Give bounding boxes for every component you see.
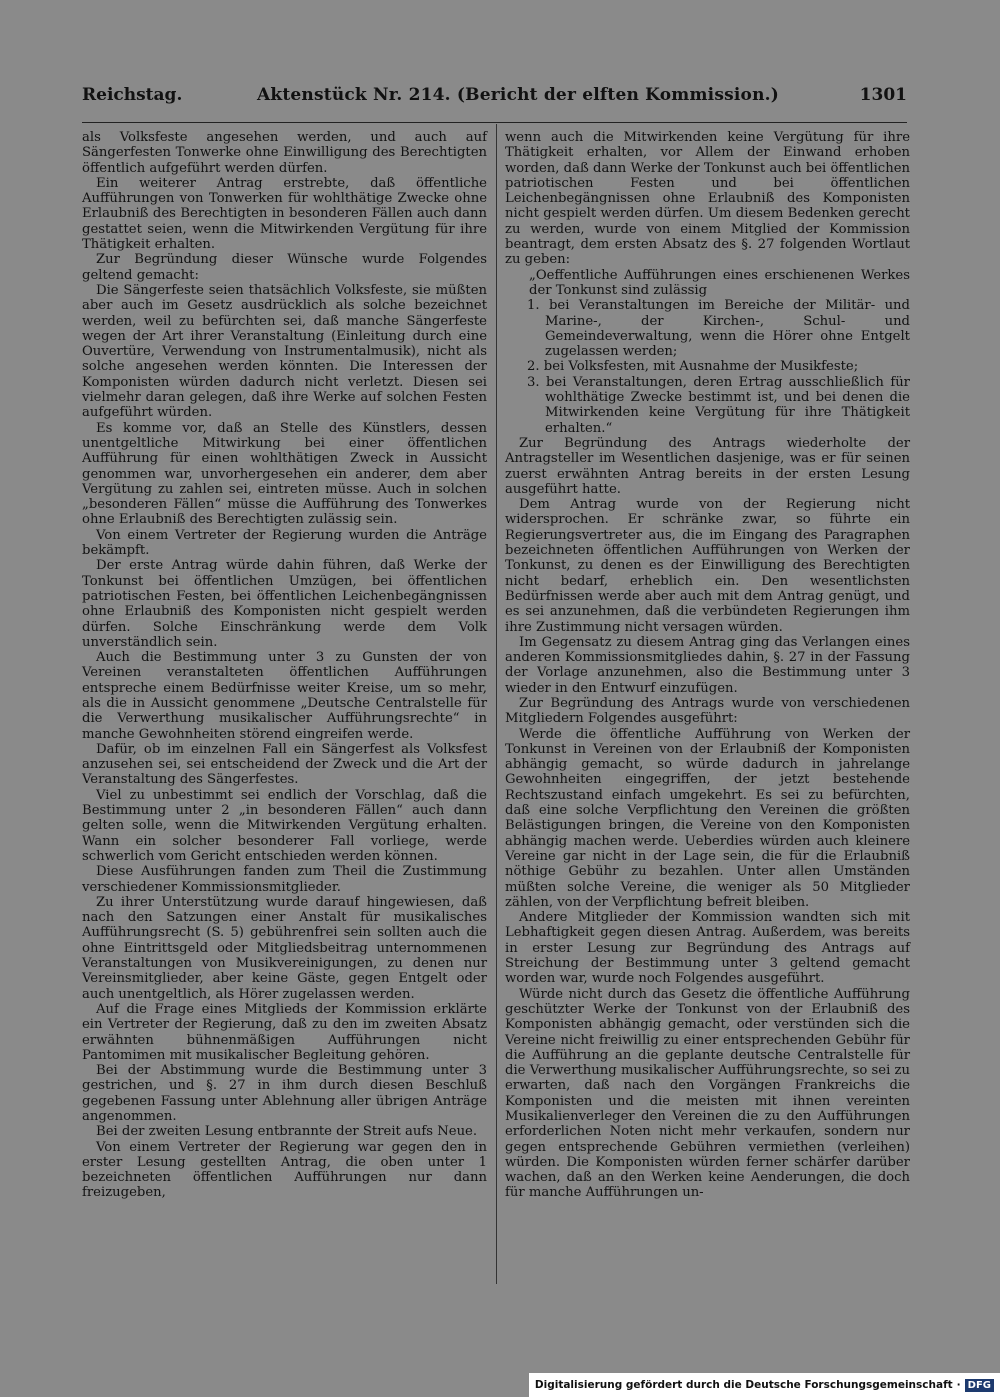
paragraph: wenn auch die Mitwirkenden keine Vergütung für ihre Thätigkeit erhalten, vor Allem der Einwand erhoben worden, daß dann Werke der Tonkunst auch bei öffentlichen patriotischen Festen und bei öffentlichen Leichenbegängnissen ohne Erlaubniß des Komponisten nicht gespielt werden dürfen. Um diesem Bedenken gerecht zu werden, wurde von einem Mitglied der Kommission beantragt, dem ersten Absatz des §. 27 folgenden Wortlaut zu geben: [505, 130, 910, 268]
paragraph: als Volksfeste angesehen werden, und auch auf Sängerfesten Tonwerke ohne Einwilligung des Berechtigten öffentlich aufgeführt werden dürfen. [82, 130, 487, 176]
right-column [505, 130, 910, 1201]
paragraph: Werde die öffentliche Aufführung von Werken der Tonkunst in Vereinen von der Erlaubniß der Komponisten abhängig gemacht, so würde dadurch in jahrelange Gewohnheiten eingegriffen, der jetzt bestehende Rechtszustand einfach umgekehrt. Es sei zu befürchten, daß eine solche Verpflichtung den Vereinen die größten Belästigungen bringen, die Vereine von den Komponisten abhängig machen werde. Ueberdies würden auch kleinere Vereine gar nicht in der Lage sein, die für die Erlaubniß nöthige Gebühr zu bezahlen. Unter allen Umständen müßten solche Vereine, die weniger als 50 Mitglieder zählen, von der Verpflichtung befreit bleiben. [505, 726, 910, 910]
paragraph: Von einem Vertreter der Regierung war gegen den in erster Lesung gestellten Antrag, die oben unter 1 bezeichneten öffentlichen Aufführungen nur dann freizugeben, [82, 1139, 487, 1201]
header-rule [82, 122, 907, 123]
paragraph: Diese Ausführungen fanden zum Theil die Zustimmung verschiedener Kommissionsmitglieder. [82, 864, 487, 895]
paragraph: Es komme vor, daß an Stelle des Künstlers, dessen unentgeltliche Mitwirkung bei einer öffentlichen Aufführung für einen wohlthätigen Zweck in Aussicht genommen war, unvorhergesehen ein anderer, dem aber Vergütung zu zahlen sei, eintreten müsse. Auch in solchen „besonderen Fällen“ müsse die Aufführung des Tonwerkes ohne Erlaubniß des Berechtigten zulässig sein. [82, 420, 487, 528]
paragraph: Viel zu unbestimmt sei endlich der Vorschlag, daß die Bestimmung unter 2 „in besonderen Fällen“ auch dann gelten solle, wenn die Mitwirkenden Vergütung erhalten. Wann ein solcher besonderer Fall vorliege, werde schwerlich vom Gericht entschieden werden können. [82, 787, 487, 864]
paragraph: Auf die Frage eines Mitglieds der Kommission erklärte ein Vertreter der Regierung, daß zu den im zweiten Absatz erwähnten bühnenmäßigen Aufführungen nicht Pantomimen mit musikalischer Begleitung gehören. [82, 1001, 487, 1063]
list-item: 1. bei Veranstaltungen im Bereiche der Militär- und Marine-, der Kirchen-, Schul- und Gemeindeverwaltung, wenn die Hörer ohne Entgelt zugelassen werden; [527, 298, 910, 360]
list-item: 2. bei Volksfesten, mit Ausnahme der Musikfeste; [527, 359, 859, 375]
paragraph: Bei der Abstimmung wurde die Bestimmung unter 3 gestrichen, und §. 27 in ihm durch diesen Beschluß gegebenen Fassung unter Ablehnung aller übrigen Anträge angenommen. [82, 1063, 487, 1124]
paragraph: Zu ihrer Unterstützung wurde darauf hingewiesen, daß nach den Satzungen einer Anstalt für musikalisches Aufführungsrecht (S. 5) gebührenfrei sein sollten auch die ohne Eintrittsgeld oder Mitgliedsbeitrag unternommenen Veranstaltungen von Musikvereinigungen, zu denen nur Vereinsmitglieder, aber keine Gäste, gegen Entgelt oder auch unentgeltlich, als Hörer zugelassen werden. [82, 894, 487, 1002]
paragraph: Zur Begründung des Antrags wurde von verschiedenen Mitgliedern Folgendes ausgeführt: [505, 695, 910, 727]
footer-text: Digitalisierung gefördert durch die Deutsche Forschungsgemeinschaft [534, 1379, 953, 1391]
left-column [82, 130, 487, 1201]
paragraph: Dafür, ob im einzelnen Fall ein Sängerfest als Volksfest anzusehen sei, sei entscheidend der Zweck und die Art der Veranstaltung des Sängerfestes. [82, 741, 487, 788]
paragraph: Zur Begründung dieser Wünsche wurde Folgendes geltend gemacht: [82, 252, 487, 283]
paragraph: Die Sängerfeste seien thatsächlich Volksfeste, sie müßten aber auch im Gesetz ausdrücklich als solche bezeichnet werden, weil zu befürchten sei, daß manche Sängerfeste wegen der Art ihrer Veranstaltung (Einleitung durch eine Ouvertüre, Verwendung von Instrumentalmusik), nicht als solche angesehen werden könnten. Die Interessen der Komponisten würden dadurch nicht verletzt. Diesen sei vielmehr daran gelegen, daß ihre Werke auf solchen Festen aufgeführt würden. [82, 282, 487, 421]
page-number: 1301 [859, 85, 907, 105]
footer-separator: · [956, 1379, 961, 1391]
quoted-text: „Oeffentliche Aufführungen eines erschienenen Werkes der Tonkunst sind zulässig [529, 267, 910, 298]
paragraph: Dem Antrag wurde von der Regierung nicht widersprochen. Er schränke zwar, so führte ein Regierungsvertreter aus, die im Eingang des Paragraphen bezeichneten öffentlichen Aufführungen von Werken der Tonkunst, zu denen es der Einwilligung des Berechtigten nicht bedarf, erheblich ein. Den wesentlichsten Bedürfnissen werde aber auch mit dem Antrag genügt, und es sei anzunehmen, daß die verbündeten Regierungen ihm ihre Zustimmung nicht versagen würden. [505, 497, 910, 635]
header-left: Reichstag. [82, 85, 183, 105]
page-header [82, 83, 907, 111]
list-item: 3. bei Veranstaltungen, deren Ertrag ausschließlich für wohlthätige Zwecke bestimmt ist, und bei denen die Mitwirkenden keine Vergütung für ihre Thätigkeit erhalten.“ [527, 374, 910, 436]
paragraph: Würde nicht durch das Gesetz die öffentliche Aufführung geschützter Werke der Tonkunst von der Erlaubniß des Komponisten abhängig gemacht, oder verstünden sich die Vereine nicht freiwillig zu einer entsprechenden Gebühr für die Aufführung an die geplante deutsche Centralstelle für die Verwerthung musikalischer Aufführungsrechte, so sei zu erwarten, daß nach den Vorgängen Frankreichs die Komponisten und die meisten mit ihnen vereinten Musikalienverleger den Vereinen die zu den Aufführungen erforderlichen Noten nicht mehr verkaufen, sondern nur gegen entsprechende Gebühren vermiethen (verleihen) würden. Die Komponisten würden ferner schärfer darüber wachen, daß an den Werken keine Aenderungen, die doch für manche Aufführungen un- [505, 986, 910, 1201]
dfg-logo: DFG [965, 1379, 994, 1392]
column-divider [496, 124, 497, 1284]
paragraph: Zur Begründung des Antrags wiederholte der Antragsteller im Wesentlichen dasjenige, was er für seinen zuerst erwähnten Antrag bereits in der ersten Lesung ausgeführt hatte. [505, 435, 910, 497]
paragraph: Von einem Vertreter der Regierung wurden die Anträge bekämpft. [82, 527, 487, 559]
digitization-footer [529, 1373, 1000, 1397]
paragraph: Ein weiterer Antrag erstrebte, daß öffentliche Aufführungen von Tonwerken für wohlthätige Zwecke ohne Erlaubniß des Berechtigten in besonderen Fällen auch dann gestattet seien, wenn die Mitwirkenden Vergütung für ihre Thätigkeit erhalten. [82, 175, 487, 253]
paragraph: Auch die Bestimmung unter 3 zu Gunsten der von Vereinen veranstalteten öffentlichen Aufführungen entspreche einem Bedürfnisse weiter Kreise, um so mehr, als die in Aussicht genommene „Deutsche Centralstelle für die Verwerthung musikalischer Aufführungsrechte“ in manche Gewohnheiten störend eingreifen werde. [82, 650, 487, 742]
header-title: Aktenstück Nr. 214. (Bericht der elften Kommission.) [257, 85, 779, 105]
paragraph: Bei der zweiten Lesung entbrannte der Streit aufs Neue. [96, 1124, 478, 1140]
paragraph: Der erste Antrag würde dahin führen, daß Werke der Tonkunst bei öffentlichen Umzügen, bei öffentlichen patriotischen Festen, bei öffentlichen Leichenbegängnissen ohne Erlaubniß des Komponisten nicht gespielt werden dürfen. Solche Einschränkung werde dem Volk unverständlich sein. [82, 558, 487, 650]
paragraph: Im Gegensatz zu diesem Antrag ging das Verlangen eines anderen Kommissionsmitgliedes dahin, §. 27 in der Fassung der Vorlage anzunehmen, also die Bestimmung unter 3 wieder in den Entwurf einzufügen. [505, 634, 910, 696]
paragraph: Andere Mitglieder der Kommission wandten sich mit Lebhaftigkeit gegen diesen Antrag. Außerdem, was bereits in erster Lesung zur Begründung des Antrags auf Streichung der Bestimmung unter 3 geltend gemacht worden war, wurde noch Folgendes ausgeführt. [505, 910, 910, 987]
